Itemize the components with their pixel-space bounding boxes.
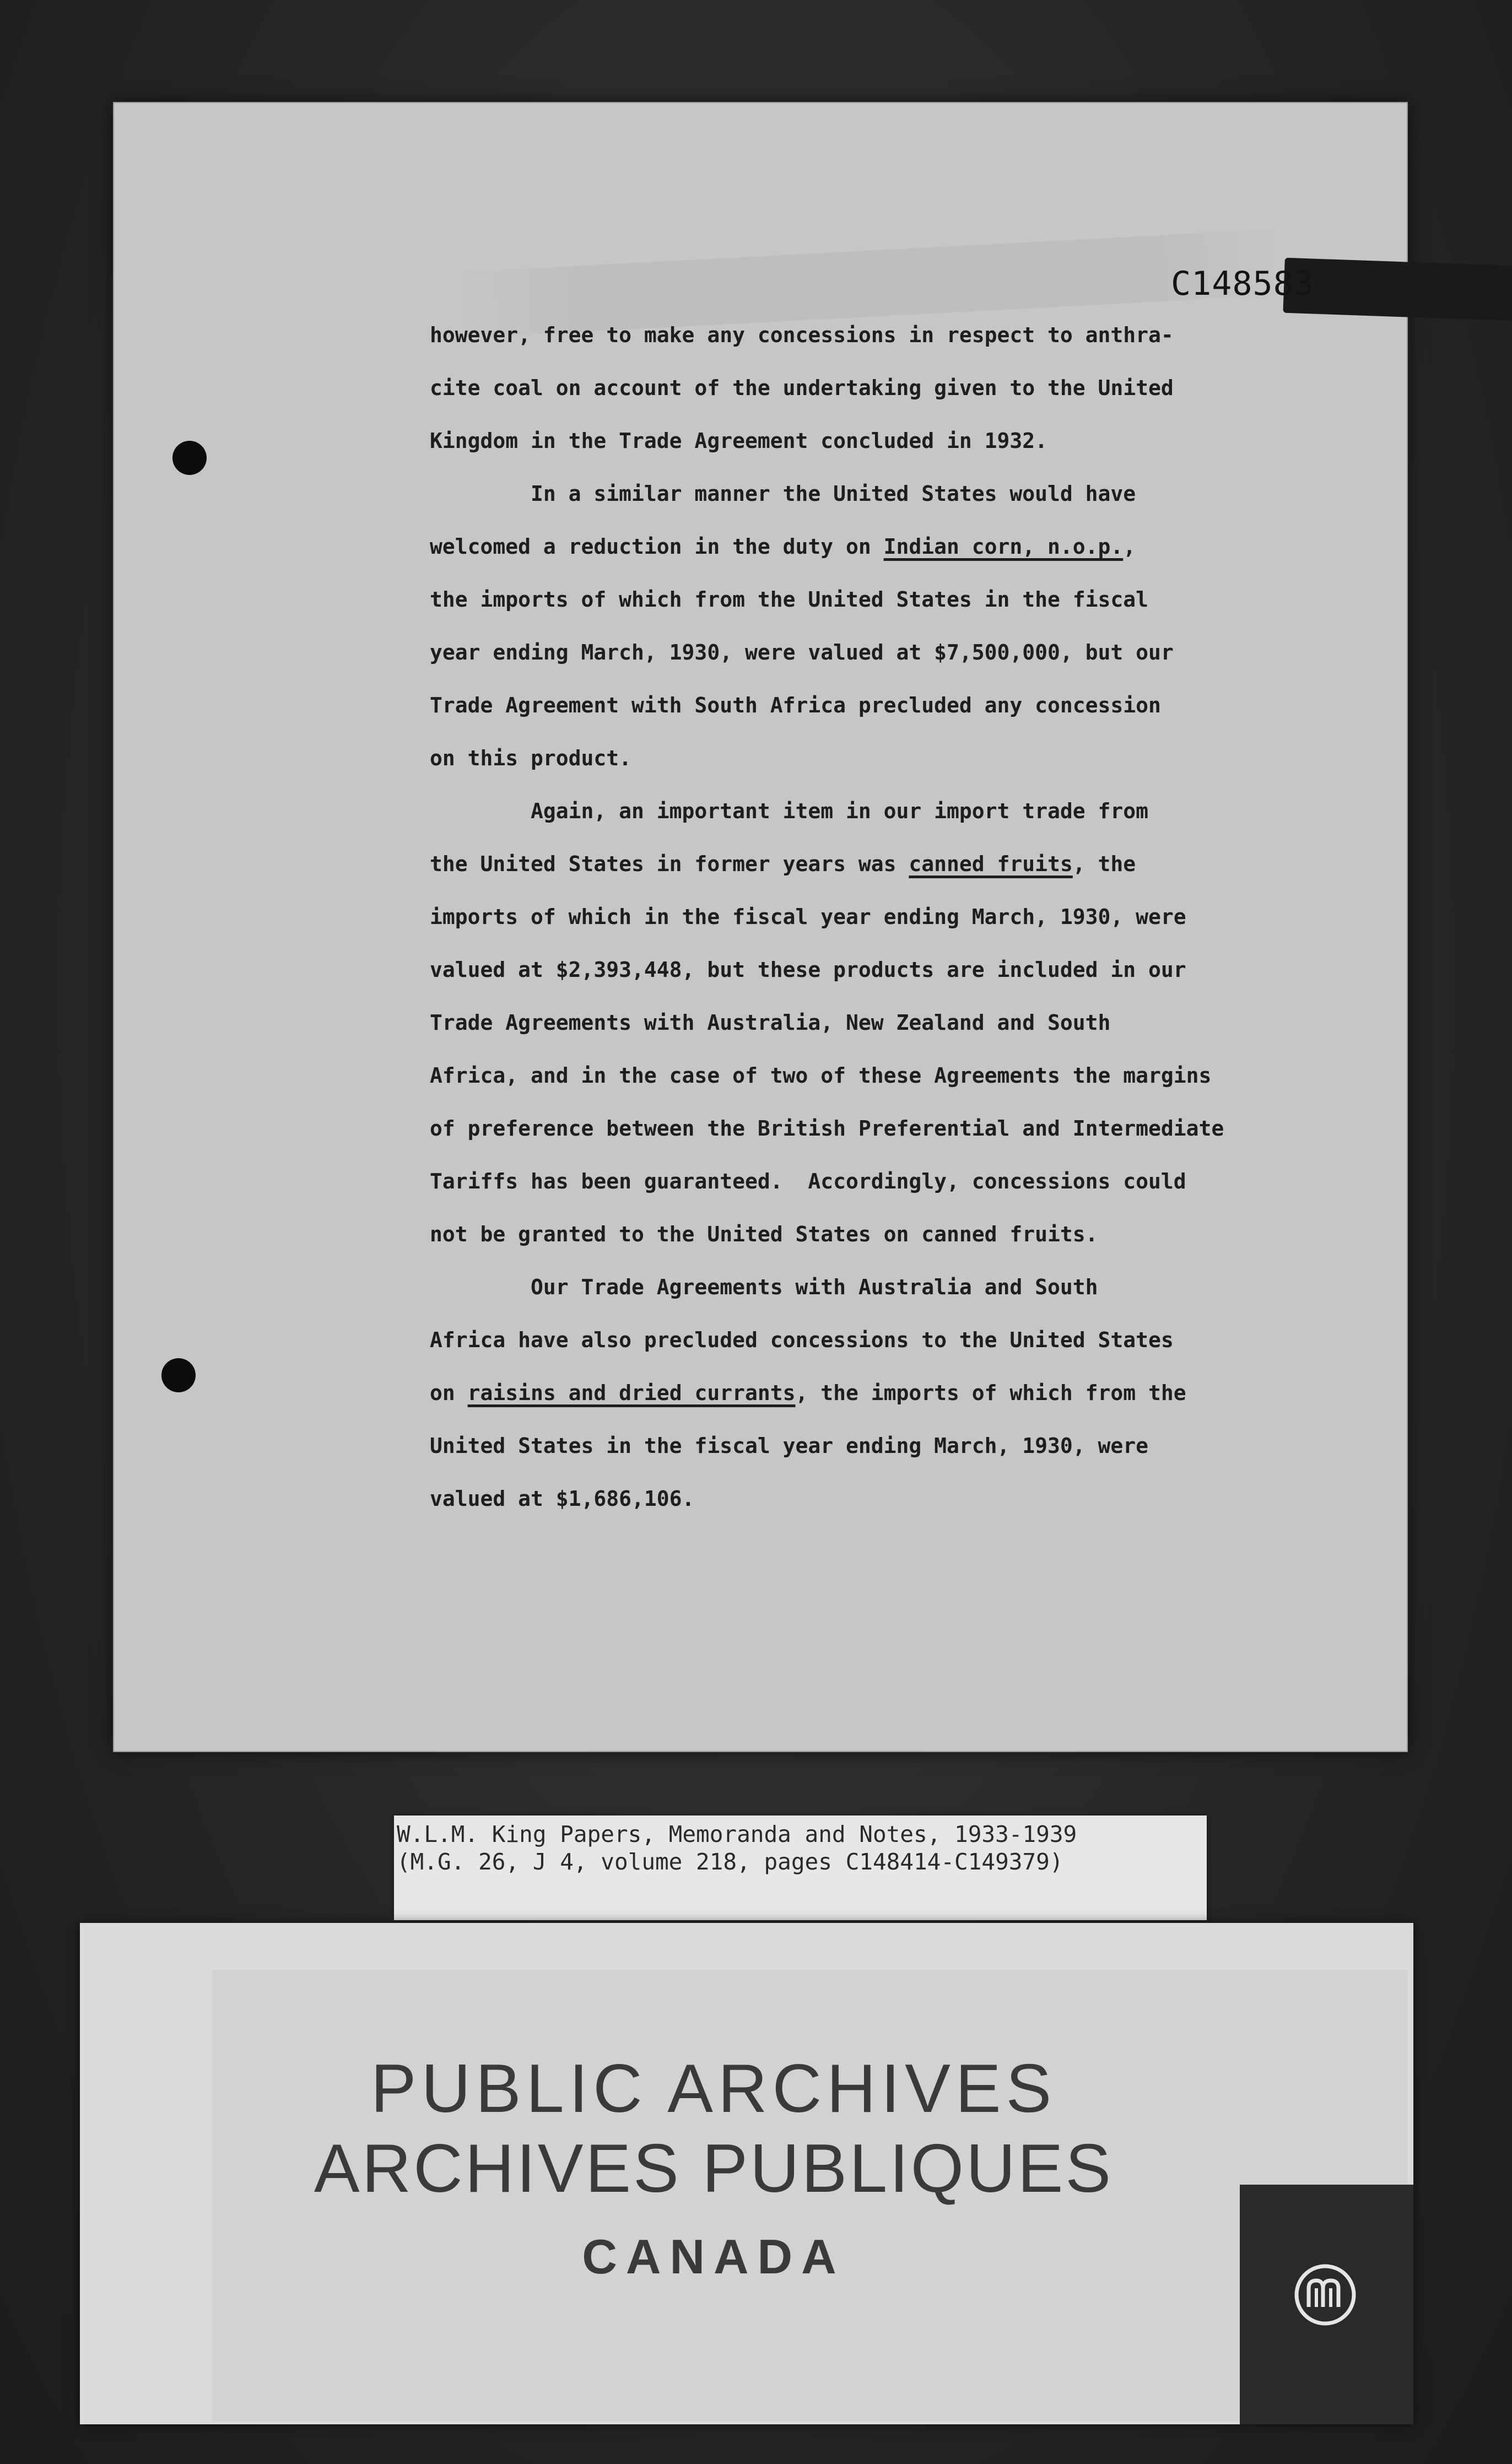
text-segment: of preference between the British Preferential and Intermediate — [430, 1116, 1224, 1141]
text-segment: valued at $2,393,448, but these products are included in our — [430, 958, 1186, 982]
text-segment: Tariffs has been guaranteed. Accordingly, concessions could — [430, 1169, 1186, 1193]
memo-line — [430, 1155, 1311, 1208]
punch-hole-top — [172, 441, 207, 475]
text-segment: , the — [1072, 852, 1136, 876]
punch-hole-bottom — [161, 1358, 196, 1392]
underlined-commodity: raisins and dried currants — [467, 1381, 796, 1405]
memo-line — [430, 1261, 1311, 1314]
text-segment: on this product. — [430, 746, 632, 770]
text-segment: year ending March, 1930, were valued at $7,500,000, but our — [430, 640, 1174, 664]
page-number: C148583 — [1171, 264, 1314, 303]
text-segment: , the imports of which from the — [795, 1381, 1186, 1405]
text-segment: Africa, and in the case of two of these Agreements the margins — [430, 1063, 1212, 1088]
text-segment: Again, an important item in our import trade from — [430, 799, 1149, 823]
text-segment: however, free to make any concessions in respect to anthra- — [430, 323, 1174, 347]
text-segment: In a similar manner the United States would have — [430, 482, 1136, 506]
underlined-commodity: Indian corn, n.o.p. — [883, 534, 1124, 559]
memo-body-text — [430, 309, 1311, 1525]
text-segment: not be granted to the United States on canned fruits. — [430, 1222, 1098, 1246]
text-segment: Our Trade Agreements with Australia and South — [430, 1275, 1098, 1299]
memo-line — [430, 679, 1311, 732]
archives-country: CANADA — [582, 2229, 845, 2284]
text-segment: welcomed a reduction in the duty on — [430, 534, 884, 559]
memo-line — [430, 1366, 1311, 1419]
public-archives-card — [80, 1923, 1413, 2424]
memo-line — [430, 361, 1311, 414]
memo-line — [430, 890, 1311, 943]
memo-line — [430, 1314, 1311, 1366]
memo-line — [430, 573, 1311, 626]
redaction-stamp — [1283, 258, 1512, 321]
text-segment: the United States in former years was — [430, 852, 909, 876]
memo-line — [430, 943, 1311, 996]
archives-logo-icon — [1292, 2262, 1358, 2328]
memo-line — [430, 1419, 1311, 1472]
memo-line — [430, 1208, 1311, 1261]
archives-title-french: ARCHIVES PUBLIQUES — [314, 2131, 1114, 2207]
text-segment: cite coal on account of the undertaking given to the United — [430, 376, 1174, 400]
text-segment: the imports of which from the United States in the fiscal — [430, 587, 1149, 612]
memo-line — [430, 467, 1311, 520]
memo-line — [430, 785, 1311, 837]
text-segment: imports of which in the fiscal year ending March, 1930, were — [430, 905, 1186, 929]
citation-label — [394, 1815, 1207, 1920]
citation-line-2: (M.G. 26, J 4, volume 218, pages C148414-C149379) — [397, 1849, 1063, 1875]
memo-line — [430, 996, 1311, 1049]
memo-line — [430, 1049, 1311, 1102]
text-segment: Kingdom in the Trade Agreement concluded in 1932. — [430, 429, 1048, 453]
memo-line — [430, 626, 1311, 679]
text-segment: Trade Agreements with Australia, New Zealand and South — [430, 1011, 1111, 1035]
memo-line — [430, 309, 1311, 361]
text-segment: , — [1123, 534, 1136, 559]
text-segment: valued at $1,686,106. — [430, 1487, 695, 1511]
text-segment: Trade Agreement with South Africa precluded any concession — [430, 693, 1161, 717]
underlined-commodity: canned fruits — [909, 852, 1073, 876]
memo-line — [430, 837, 1311, 890]
text-segment: on — [430, 1381, 468, 1405]
archives-title-english: PUBLIC ARCHIVES — [370, 2051, 1057, 2127]
text-segment: United States in the fiscal year ending March, 1930, were — [430, 1434, 1149, 1458]
memo-line — [430, 414, 1311, 467]
citation-line-1: W.L.M. King Papers, Memoranda and Notes, 1933-1939 — [397, 1821, 1077, 1847]
text-segment: Africa have also precluded concessions to the United States — [430, 1328, 1174, 1352]
memo-line — [430, 1472, 1311, 1525]
memo-line — [430, 732, 1311, 785]
memo-line — [430, 1102, 1311, 1155]
memo-line — [430, 520, 1311, 573]
